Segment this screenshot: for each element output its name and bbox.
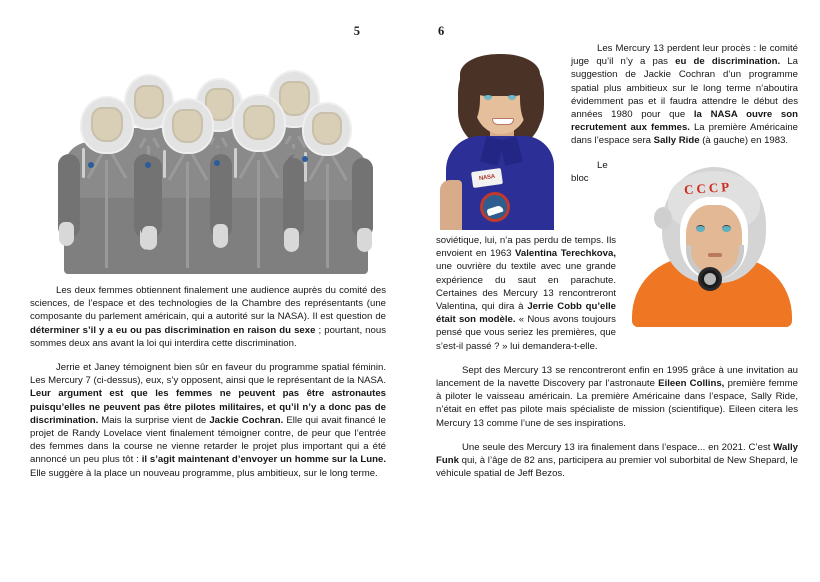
sally-ride-portrait-illustration — [436, 42, 561, 230]
paragraph: Jerrie et Janey témoignent bien sûr en faveur du programme spatial féminin. Les Mercury 7 (ci-dessus), eux, s’y opposent, ainsi que le représentant de la NASA. Leur argument est que les femmes ne peuvent pas être astronautes puisqu’elles ne peuvent pas être pilotes militaires, et qu’il n’y a donc pas de discrimination. Mais la surprise vient de Jackie Cochran. Elle qui avait financé le projet de Randy Lovelace vient finalement témoigner contre, de peur que l’entrée des femmes dans la course ne vienne retarder le projet plus important qui a été annoncé un peu plus tôt : il s’agit maintenant d’envoyer un homme sur la Lune. Elle suggère à la place un nouveau programme, plus ambitieux, sur le long terme. — [30, 362, 387, 479]
paragraph: Sept des Mercury 13 se rencontreront enfin en 1995 grâce à une invitation au lancement de la navette Discovery par l’astronaute Eileen Collins, première femme à piloter le vaisseau américain. La première Américaine dans l’espace, Sally Ride, n’était en effet pas pilote mais spécialiste de mission (scientifique). Eileen citera les Mercury 13 comme l’une de ses inspirations. — [436, 364, 798, 429]
astronaut-figure — [64, 96, 150, 274]
mission-patch — [480, 192, 510, 222]
valentina-tereshkova-portrait-illustration — [626, 161, 798, 326]
paragraph: Les deux femmes obtiennent finalement une audience auprès du comité des sciences, de l’espace et des technologies de la Chambre des représentants (une composante du parlement américain, qui a autorité sur la NASA). Il est question de déterminer s’il y a eu ou pas discrimination en raison du sexe ; pourtant, nous sommes deux ans avant la loi qui interdira cette discrimination. — [30, 285, 386, 349]
mercury-7-astronauts-group-illustration — [58, 44, 358, 274]
paragraph: Une seule des Mercury 13 ira finalement dans l’espace... en 2021. C’est Wally Funk qui, à l’âge de 82 ans, participera au premier vol suborbital de New Shepard, le véhicule spatial de Jeff Bezos. — [436, 441, 798, 480]
left-page-body-text — [30, 284, 386, 480]
paragraph: Le bloc soviétique, lui, n’a pas perdu de temps. Ils envoient en 1963 Valentina Terechkova, une ouvrière du textile avec une grande expérience du saut en parachute. Certaines des Mercury 13 rencontreront Valentina, qui dira à Jerrie Cobb qu’elle était son modèle. « Nous avons toujours pensé que vous seriez les premières, que s’est-il passé ? » lui demandera-t-elle. — [436, 159, 616, 352]
nasa-nametag: NASA — [471, 168, 503, 188]
right-page-body-text — [436, 42, 798, 480]
astronaut-figure — [288, 102, 368, 274]
right-page — [410, 0, 820, 582]
page-number-right: 6 — [438, 24, 445, 38]
page-number-left: 5 — [353, 24, 360, 38]
cccp-helmet-text: CCCP — [683, 178, 733, 197]
paragraph: Les Mercury 13 perdent leur procès : le comité juge qu’il n’y a pas eu de discrimination. La suggestion de Jackie Cochran d’un programme spatial plus ambitieux sur le long terme n’aboutira évidemment pas et il faudra attendre le début des années 1980 pour que la NASA ouvre son recrutement aux femmes. La première Américaine dans l’espace sera Sally Ride (à gauche) en 1983. — [571, 43, 798, 147]
